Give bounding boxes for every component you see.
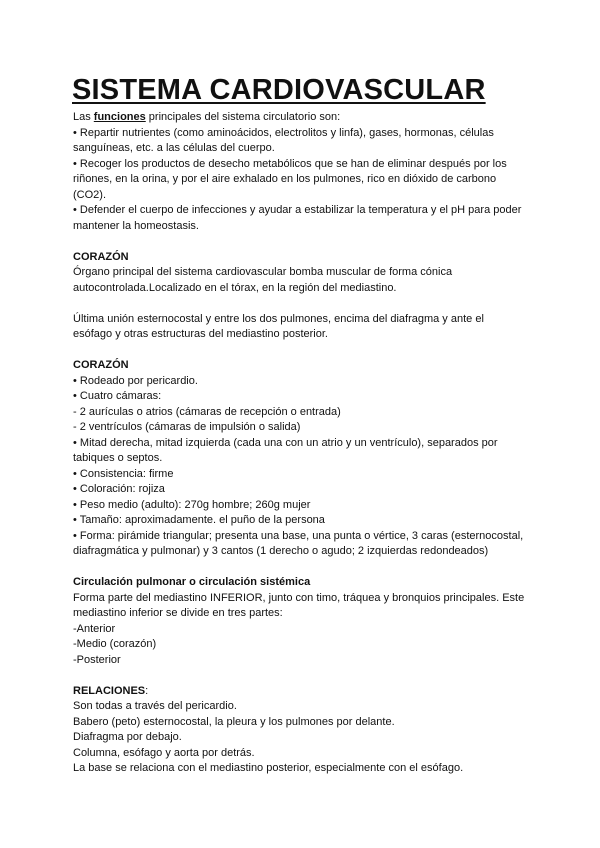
circulacion-line: -Anterior — [73, 622, 116, 635]
intro-prefix: Las — [73, 111, 94, 123]
intro-bullet-line: • Repartir nutrientes (como aminoácidos, electrolitos y linfa), gases, hormonas, células — [73, 126, 494, 139]
spacer — [73, 560, 543, 576]
corazon2-line: • Tamaño: aproximadamente. el puño de la persona — [73, 514, 325, 526]
spacer — [73, 234, 543, 250]
intro-keyword: funciones — [93, 111, 146, 123]
spacer — [73, 343, 543, 359]
intro-suffix: principales del sistema circulatorio son: — [145, 111, 341, 123]
corazon2-line: • Mitad derecha, mitad izquierda (cada una con un atrio y un ventrículo), separados por — [73, 436, 498, 449]
corazon2-line: tabiques o septos. — [73, 452, 163, 464]
relaciones-line: La base se relaciona con el mediastino posterior, especialmente con el esófago. — [73, 762, 464, 774]
relaciones-line: Son todas a través del pericardio. — [73, 700, 237, 712]
relaciones-heading-text: RELACIONES — [73, 684, 146, 697]
intro-line — [73, 110, 543, 126]
circulacion-line: mediastino inferior se divide en tres partes: — [73, 607, 283, 619]
corazon2-line: - 2 aurículas o atrios (cámaras de recepción o entrada) — [73, 405, 341, 418]
intro-bullet-line: • Defender el cuerpo de infecciones y ayudar a estabilizar la temperatura y el pH para poder — [73, 204, 522, 216]
corazon2-line: • Peso medio (adulto): 270g hombre; 260g mujer — [73, 498, 311, 511]
corazon-line: autocontrolada.Localizado en el tórax, en la región del mediastino. — [73, 281, 397, 294]
corazon-line: Última unión esternocostal y entre los dos pulmones, encima del diafragma y ante el — [73, 312, 484, 325]
document-body — [73, 110, 543, 777]
circulacion-line: Forma parte del mediastino INFERIOR, junto con timo, tráquea y bronquios principales. Este — [73, 591, 525, 604]
circulacion-line: -Medio (corazón) — [73, 638, 157, 650]
corazon-line: esófago y otras estructuras del mediastino posterior. — [73, 328, 328, 340]
intro-bullet-line: mantener la homeostasis. — [73, 219, 199, 232]
circulacion-line: -Posterior — [73, 653, 121, 666]
corazon-line: Órgano principal del sistema cardiovascular bomba muscular de forma cónica — [73, 266, 453, 278]
intro-bullet-line: riñones, en la orina, y por el aire exhalado en los pulmones, rico en dióxido de carbono — [73, 173, 497, 185]
intro-bullet-line: (CO2). — [73, 188, 106, 201]
corazon2-line: • Forma: pirámide triangular; presenta una base, una punta o vértice, 3 caras (esternocostal, — [73, 529, 524, 542]
corazon2-line: • Coloración: rojiza — [73, 483, 165, 495]
corazon2-line: • Cuatro cámaras: — [73, 390, 162, 402]
relaciones-line: Babero (peto) esternocostal, la pleura y los pulmones por delante. — [73, 715, 395, 728]
spacer — [73, 296, 543, 312]
section-heading-corazon-2: CORAZÓN — [73, 359, 129, 371]
spacer — [73, 668, 543, 684]
relaciones-line: Diafragma por debajo. — [73, 731, 182, 743]
intro-bullet-line: • Recoger los productos de desecho metabólicos que se han de eliminar después por los — [73, 157, 507, 170]
corazon2-line: diafragmática y pulmonar) y 3 cantos (1 derecho o agudo; 2 izquierdas redondeados) — [73, 545, 489, 557]
section-heading-corazon: CORAZÓN — [73, 250, 129, 263]
corazon2-line: • Rodeado por pericardio. — [73, 374, 198, 387]
section-heading-circulacion: Circulación pulmonar o circulación sistémica — [73, 576, 311, 588]
relaciones-line: Columna, esófago y aorta por detrás. — [73, 746, 255, 759]
page-title: SISTEMA CARDIOVASCULAR — [72, 74, 486, 106]
corazon2-line: - 2 ventrículos (cámaras de impulsión o salida) — [73, 421, 301, 433]
intro-bullet-line: sanguíneas, etc. a las células del cuerpo. — [73, 142, 275, 154]
corazon2-line: • Consistencia: firme — [73, 467, 174, 480]
section-heading-relaciones — [73, 684, 543, 700]
relaciones-colon: : — [145, 684, 149, 697]
